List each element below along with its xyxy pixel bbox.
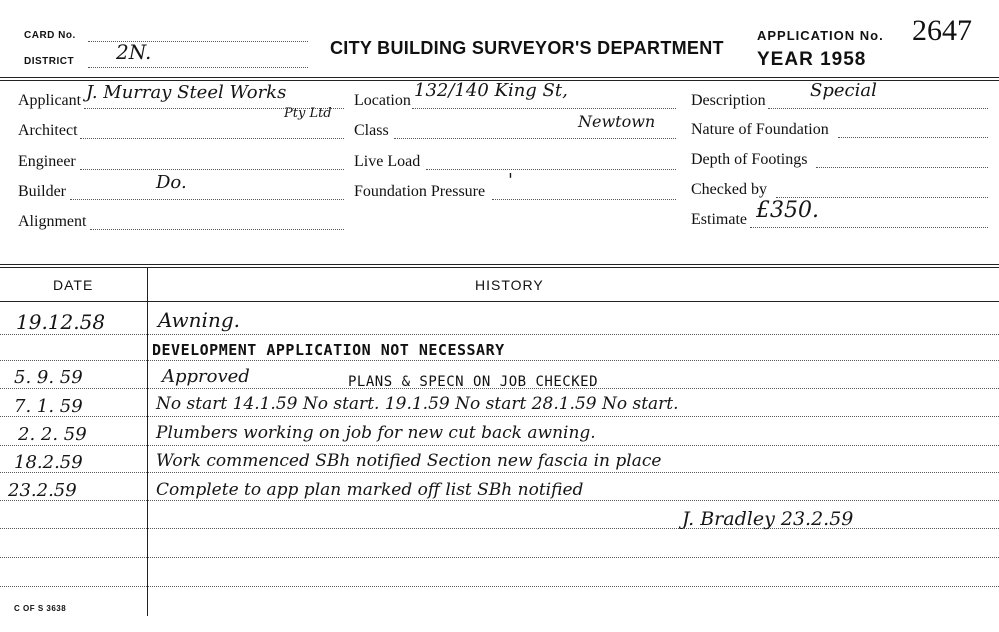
nature-line: [838, 137, 988, 138]
checked-by-label: Checked by: [691, 181, 767, 198]
applicant-value: J. Murray Steel Works: [86, 82, 287, 103]
row-entry: Awning.: [158, 308, 240, 332]
estimate-line: [750, 227, 988, 228]
district-line: [88, 67, 308, 68]
row-entry-typed: PLANS & SPECN ON JOB CHECKED: [348, 374, 599, 390]
foundation-pressure-line: [492, 199, 676, 200]
row-entry-typed: DEVELOPMENT APPLICATION NOT NECESSARY: [152, 341, 505, 359]
architect-label: Architect: [18, 122, 78, 139]
estimate-label: Estimate: [691, 211, 747, 228]
row-line: [0, 360, 999, 361]
description-label: Description: [691, 92, 766, 109]
applicant-label: Applicant: [18, 92, 82, 109]
application-number: 2647: [912, 14, 972, 47]
builder-label: Builder: [18, 183, 66, 200]
row-line: [0, 445, 999, 446]
live-load-line: [426, 169, 676, 170]
row-date: 19.12.58: [16, 310, 106, 334]
header-rule: [0, 77, 999, 78]
row-line: [0, 557, 999, 558]
district-value: 2N.: [116, 40, 152, 64]
alignment-line: [90, 229, 344, 230]
row-date: 23.2.59: [8, 480, 77, 501]
class-line: [394, 138, 676, 139]
history-header-rule: [0, 301, 999, 302]
column-divider: [147, 268, 148, 616]
district-label: DISTRICT: [24, 56, 75, 67]
description-line: [768, 108, 988, 109]
engineer-label: Engineer: [18, 153, 76, 170]
nature-of-foundation-label: Nature of Foundation: [691, 121, 829, 138]
builder-value: Do.: [156, 172, 187, 193]
location-value-2: Newtown: [578, 112, 656, 131]
date-column-header: DATE: [53, 277, 94, 293]
row-entry: Approved: [162, 366, 250, 387]
row-date: 5. 9. 59: [14, 367, 83, 388]
location-value: 132/140 King St,: [414, 80, 568, 101]
applicant-value-2: Pty Ltd: [284, 106, 332, 121]
row-line: [0, 586, 999, 587]
depth-of-footings-label: Depth of Footings: [691, 151, 808, 168]
form-code: C OF S 3638: [14, 604, 67, 613]
row-date: 7. 1. 59: [14, 396, 83, 417]
card-no-label: CARD No.: [24, 30, 76, 41]
alignment-label: Alignment: [18, 213, 87, 230]
row-entry: Work commenced SBh notified Section new fascia in place: [156, 451, 662, 471]
class-label: Class: [354, 122, 389, 139]
row-line: [0, 416, 999, 417]
row-line: [0, 472, 999, 473]
estimate-value: £350.: [756, 198, 819, 223]
application-year: YEAR 1958: [757, 49, 867, 70]
builder-line: [70, 199, 344, 200]
location-line: [412, 108, 676, 109]
row-entry: Plumbers working on job for new cut back awning.: [156, 423, 596, 443]
application-number-label: APPLICATION No.: [757, 28, 884, 43]
foundation-pressure-value: ': [508, 170, 513, 191]
live-load-label: Live Load: [354, 153, 421, 170]
signature: J. Bradley 23.2.59: [682, 508, 854, 530]
row-line: [0, 334, 999, 335]
description-value: Special: [810, 80, 877, 101]
foundation-pressure-label: Foundation Pressure: [354, 183, 486, 200]
engineer-line: [80, 169, 344, 170]
row-entry: No start 14.1.59 No start. 19.1.59 No start 28.1.59 No start.: [156, 394, 679, 414]
history-top-rule: [0, 264, 999, 265]
history-top-rule-2: [0, 267, 999, 268]
row-date: 2. 2. 59: [18, 424, 87, 445]
architect-line: [80, 138, 344, 139]
history-column-header: HISTORY: [475, 277, 544, 293]
row-line: [0, 500, 999, 501]
location-label: Location: [354, 92, 411, 109]
department-title: CITY BUILDING SURVEYOR'S DEPARTMENT: [330, 38, 724, 58]
row-date: 18.2.59: [14, 452, 83, 473]
row-entry: Complete to app plan marked off list SBh notified: [156, 480, 584, 500]
depth-line: [816, 167, 988, 168]
